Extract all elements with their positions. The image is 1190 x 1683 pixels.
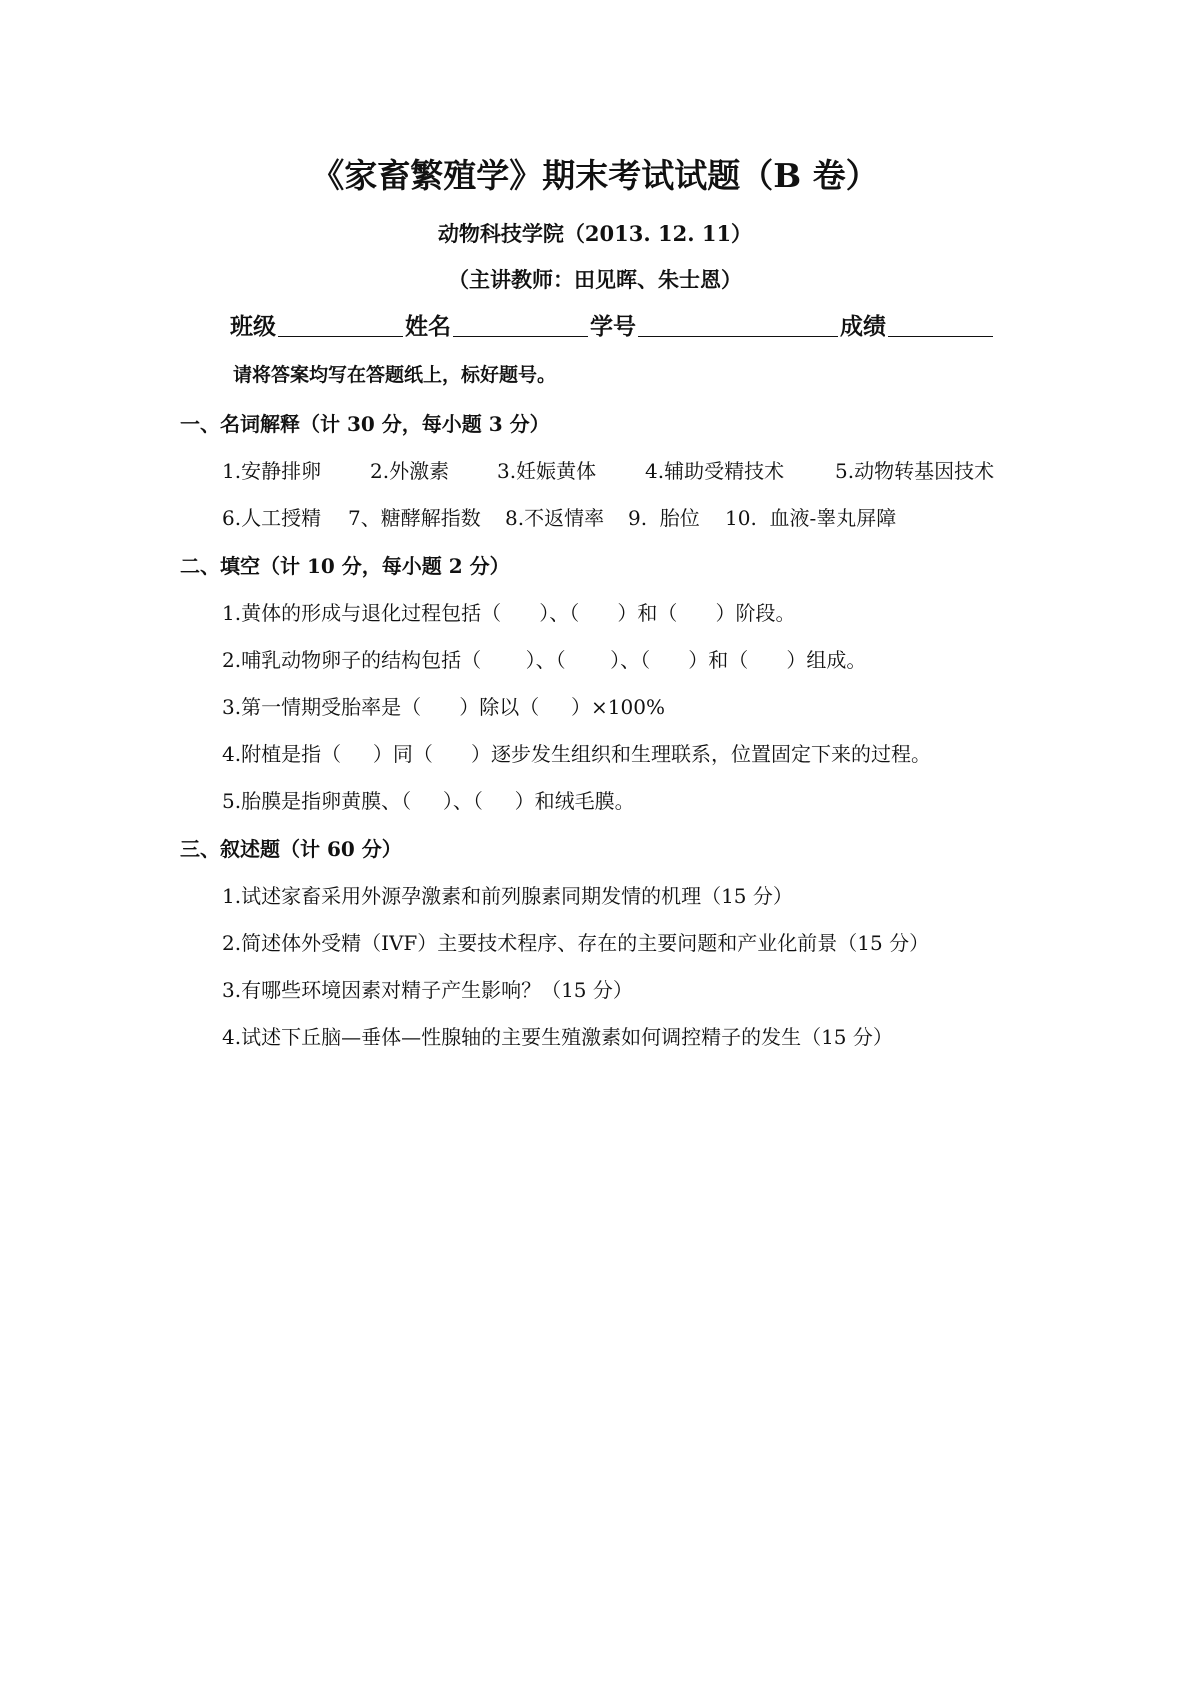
section3-heading: 三、叙述题（计 60 分）: [180, 837, 402, 861]
fill-item: 5.胎膜是指卵黄膜、（ ）、（ ）和绒毛膜。: [222, 789, 635, 813]
page-title: 《家畜繁殖学》期末考试试题（B 卷）: [311, 156, 879, 195]
id-label: 学号: [590, 313, 636, 340]
essay-item: 2.简述体外受精（IVF）主要技术程序、存在的主要问题和产业化前景（15 分）: [222, 931, 930, 955]
college-date: 动物科技学院（2013. 12. 11）: [437, 221, 753, 246]
score-blank[interactable]: [888, 310, 993, 337]
term-row-1: [222, 455, 994, 484]
term-item: 1.安静排卵: [222, 459, 322, 483]
fill-item: 1.黄体的形成与退化过程包括（ ）、（ ）和（ ）阶段。: [222, 601, 796, 625]
name-blank[interactable]: [453, 310, 588, 337]
class-blank[interactable]: [278, 310, 403, 337]
fill-item: 4.附植是指（ ）同（ ）逐步发生组织和生理联系，位置固定下来的过程。: [222, 742, 932, 766]
fill-item: 3.第一情期受胎率是（ ）除以（ ）×100%: [222, 695, 665, 719]
term-row-2: [222, 502, 896, 531]
term-item: 8.不返情率: [505, 506, 605, 530]
name-label: 姓名: [405, 313, 451, 340]
essay-item: 3.有哪些环境因素对精子产生影响？（15 分）: [222, 978, 633, 1002]
instruction: 请将答案均写在答题纸上，标好题号。: [233, 364, 557, 386]
essay-item: 1.试述家畜采用外源孕激素和前列腺素同期发情的机理（15 分）: [222, 884, 793, 908]
essay-item: 4.试述下丘脑—垂体—性腺轴的主要生殖激素如何调控精子的发生（15 分）: [222, 1025, 893, 1049]
term-item: 5.动物转基因技术: [835, 459, 995, 483]
teachers: （主讲教师：田见晖、朱士恩）: [448, 267, 742, 292]
student-info-row: [230, 308, 995, 341]
fill-item: 2.哺乳动物卵子的结构包括（ ）、（ ）、（ ）和（ ）组成。: [222, 648, 867, 672]
term-item: 6.人工授精: [222, 506, 322, 530]
term-item: 4.辅助受精技术: [645, 459, 785, 483]
term-item: 7、糖酵解指数: [348, 506, 481, 530]
term-item: 10. 血液-睾丸屏障: [725, 506, 897, 530]
term-item: 2.外激素: [370, 459, 450, 483]
term-item: 9. 胎位: [628, 506, 700, 530]
class-label: 班级: [230, 313, 276, 340]
id-blank[interactable]: [638, 310, 838, 337]
score-label: 成绩: [840, 313, 886, 340]
term-item: 3.妊娠黄体: [497, 459, 597, 483]
section1-heading: 一、名词解释（计 30 分，每小题 3 分）: [180, 412, 550, 436]
section2-heading: 二、填空（计 10 分，每小题 2 分）: [180, 554, 510, 578]
